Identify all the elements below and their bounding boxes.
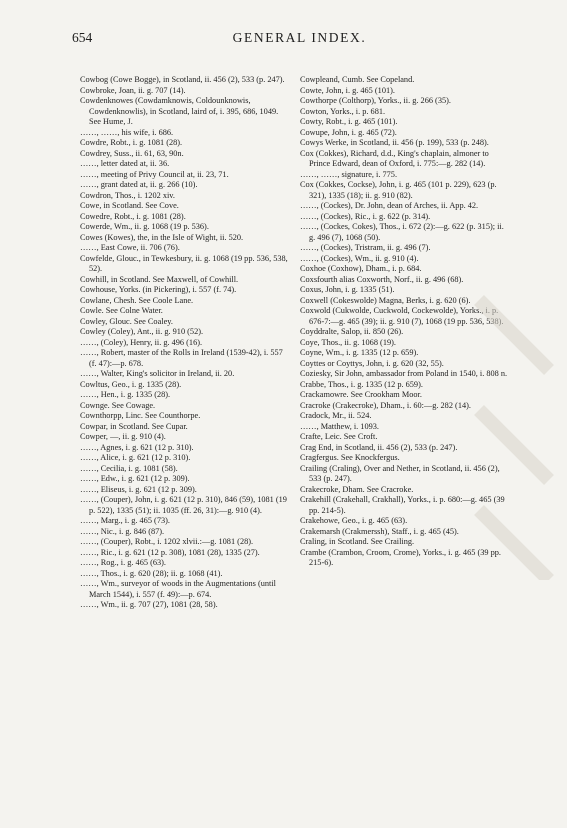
index-entry: ……, grant dated at, ii. g. 266 (10).	[80, 180, 198, 189]
index-entry: ……, (Couper), John, i. g. 621 (12 p. 310), 846 (59), 1081 (19 p. 522), 1335 (51); ii. 1035 (ff. 26, 31):—g. 910 (4).	[80, 495, 287, 515]
index-column-left	[80, 75, 290, 611]
index-entry: Coyddralte, Salop, ii. 850 (26).	[300, 327, 404, 336]
index-entry: Crackamowre. See Crookham Moor.	[300, 390, 422, 399]
index-entry: Cownge. See Cowage.	[80, 400, 156, 410]
index-entry: Coyne, Wm., i. g. 1335 (12 p. 659).	[300, 348, 419, 357]
index-entry: ……, Ric., i. g. 621 (12 p. 308), 1081 (28), 1335 (27).	[80, 547, 260, 557]
index-entry: ……, (Cockes), Tristram, ii. g. 496 (7).	[300, 243, 431, 252]
index-entry: ……, Alice, i. g. 621 (12 p. 310).	[80, 453, 191, 462]
index-entry: Coxwell (Cokeswolde) Magna, Berks, i. g. 620 (6).	[300, 295, 471, 305]
index-entry: Crakemarsh (Crakmerssh), Staff., i. g. 465 (45).	[300, 526, 459, 536]
page-number: 654	[72, 30, 93, 45]
index-entry: ……, ……, his wife, i. 686.	[80, 127, 174, 137]
index-entry: Crag End, in Scotland, ii. 456 (2), 533 (p. 247).	[300, 442, 458, 452]
page-header	[72, 30, 527, 48]
index-entry: ……, Thos., i. g. 620 (28); ii. g. 1068 (41).	[80, 568, 223, 578]
index-entry: Cowupe, John, i. g. 465 (72).	[300, 127, 397, 137]
index-entry: Cowle. See Colne Water.	[80, 306, 163, 315]
index-entry: Cowes (Kowes), the, in the Isle of Wight, ii. 520.	[80, 232, 244, 242]
index-entry: Crailing (Craling), Over and Nether, in Scotland, ii. 456 (2), 533 (p. 247).	[300, 463, 500, 483]
index-entry: Cownthorpp, Linc. See Counthorpe.	[80, 411, 201, 420]
index-entry: Crabbe, Thos., i. g. 1335 (12 p. 659).	[300, 379, 423, 389]
index-entry: Coye, Thos., ii. g. 1068 (19).	[300, 337, 396, 347]
index-entry: Crakecroke, Dham. See Cracroke.	[300, 484, 414, 494]
index-entry: Cradock, Mr., ii. 524.	[300, 411, 372, 420]
index-entry: ……, Wm., surveyor of woods in the Augmentations (until March 1544), i. 557 (f. 49):—p. 674.	[80, 579, 276, 599]
index-entry: ……, (Cockes), Wm., ii. g. 910 (4).	[300, 253, 419, 263]
index-entry: Cowpar, in Scotland. See Cupar.	[80, 421, 188, 431]
index-entry: Cowper, —, ii. g. 910 (4).	[80, 432, 166, 441]
index-entry: Crakehill (Crakehall, Crakhall), Yorks., i. p. 680:—g. 465 (39 pp. 214-5).	[300, 495, 505, 515]
index-entry: Cowltus, Geo., i. g. 1335 (28).	[80, 379, 182, 389]
index-entry: Cowte, John, i. g. 465 (101).	[300, 85, 395, 95]
index-entry: ……, Eliseus, i. g. 621 (12 p. 309).	[80, 484, 197, 494]
index-entry: Cowedre, Robt., i. g. 1081 (28).	[80, 211, 186, 221]
index-entry: ……, (Cockes), Dr. John, dean of Arches, ii. App. 42.	[300, 201, 479, 210]
index-entry: ……, ……, signature, i. 775.	[300, 169, 398, 179]
index-entry: Cowys Werke, in Scotland, ii. 456 (p. 199), 533 (p. 248).	[300, 138, 489, 147]
page-title: GENERAL INDEX.	[232, 30, 367, 45]
index-entry: Cowley (Coley), Ant., ii. g. 910 (52).	[80, 327, 204, 336]
index-entry: Crakehowe, Geo., i. g. 465 (63).	[300, 516, 408, 525]
index-entry: Coziesky, Sir John, ambassador from Poland in 1540, i. 808 n.	[300, 369, 508, 378]
index-entry: Cowton, Yorks., i. p. 681.	[300, 106, 386, 116]
index-entry: Cragfergus. See Knockfergus.	[300, 453, 400, 462]
index-entry: Coxsfourth alias Coxworth, Norf., ii. g. 496 (68).	[300, 274, 464, 284]
index-entry: ……, meeting of Privy Council at, ii. 23, 71.	[80, 169, 229, 179]
index-entry: Cowpleand, Cumb. See Copeland.	[300, 75, 415, 84]
index-entry: Cowty, Robt., i. g. 465 (101).	[300, 117, 398, 126]
index-entry: ……, (Coley), Henry, ii. g. 496 (16).	[80, 337, 203, 347]
index-entry: Cox (Cokkes, Cockse), John, i. g. 465 (101 p. 229), 623 (p. 321), 1335 (18); ii. g. 910 (82).	[300, 180, 497, 200]
index-entry: Cowhill, in Scotland. See Maxwell, of Cowhill.	[80, 274, 239, 284]
index-entry: Crambe (Crambon, Croom, Crome), Yorks., i. g. 465 (39 pp. 215-6).	[300, 547, 501, 567]
index-entry: Cowe, in Scotland. See Cove.	[80, 201, 179, 210]
index-entry: ……, letter dated at, ii. 36.	[80, 159, 170, 168]
index-entry: ……, Robert, master of the Rolls in Ireland (1539-42), i. 557 (f. 47):—p. 678.	[80, 348, 283, 368]
index-entry: Coxus, John, i. g. 1335 (51).	[300, 285, 395, 294]
index-entry: Cowdenknowes (Cowdamknowis, Coldounknowis, Cowdenknowlis), in Scotland, laird of, i. 395, 686, 1049. See Hume, J.	[80, 96, 279, 126]
index-column-right	[300, 75, 510, 569]
index-entry: Cowlane, Chesh. See Coole Lane.	[80, 295, 194, 305]
index-entry: Cowbroke, Joan, ii. g. 707 (14).	[80, 85, 186, 95]
index-entry: Coxwold (Cukwolde, Cuckwold, Cockewolde), Yorks., i. p. 676-7:—g. 465 (39); ii. g. 910 (7), 1068 (19 pp. 536, 538).	[300, 306, 504, 326]
index-entry: Crafte, Leic. See Croft.	[300, 432, 378, 441]
index-entry: Craling, in Scotland. See Crailing.	[300, 537, 415, 546]
index-entry: ……, Marg., i. g. 465 (73).	[80, 516, 170, 525]
index-entry: ……, Agnes, i. g. 621 (12 p. 310).	[80, 442, 194, 452]
index-entry: Cowdron, Thos., i. 1202 xiv.	[80, 190, 175, 200]
index-entry: ……, Edw., i. g. 621 (12 p. 309).	[80, 474, 190, 483]
index-entry: ……, (Couper), Robt., i. 1202 xlvii.:—g. 1081 (28).	[80, 537, 254, 546]
index-entry: Cox (Cokkes), Richard, d.d., King's chaplain, almoner to Prince Edward, dean of Oxford, i. 775:—g. 282 (14).	[300, 148, 489, 168]
index-entry: Coxhoe (Coxhow), Dham., i. p. 684.	[300, 264, 422, 273]
index-entry: ……, Matthew, i. 1093.	[300, 421, 379, 431]
index-entry: Cowdrey, Suss., ii. 61, 63, 90n.	[80, 148, 184, 158]
index-entry: ……, Nic., i. g. 846 (87).	[80, 526, 165, 536]
index-entry: Cowerde, Wm., ii. g. 1068 (19 p. 536).	[80, 222, 209, 231]
index-entry: Coyttes or Coyttys, John, i. g. 620 (32, 55).	[300, 358, 444, 368]
index-entry: ……, Hen., i. g. 1335 (28).	[80, 390, 171, 399]
index-entry: Cracroke (Crakecroke), Dham., i. 60:—g. 282 (14).	[300, 400, 471, 410]
index-entry: Cowfelde, Glouc., in Tewkesbury, ii. g. 1068 (19 pp. 536, 538, 52).	[80, 253, 288, 273]
index-entry: ……, Rog., i. g. 465 (63).	[80, 558, 166, 567]
index-entry: Cowdre, Robt., i. g. 1081 (28).	[80, 138, 183, 147]
index-entry: Cowhouse, Yorks. (in Pickering), i. 557 (f. 74).	[80, 285, 237, 294]
index-entry: ……, Cecilia, i. g. 1081 (58).	[80, 463, 178, 473]
index-entry: ……, Walter, King's solicitor in Ireland, ii. 20.	[80, 369, 235, 378]
index-entry: Cowbog (Cowe Bogge), in Scotland, ii. 456 (2), 533 (p. 247).	[80, 75, 285, 84]
index-entry: ……, (Cockes), Ric., i. g. 622 (p. 314).	[300, 211, 431, 221]
index-entry: Cowley, Glouc. See Coaley.	[80, 316, 173, 326]
index-entry: ……, (Cockes, Cokes), Thos., i. 672 (2):—g. 622 (p. 315); ii. g. 496 (7), 1068 (50).	[300, 222, 504, 242]
index-entry: Cowthorpe (Colthorp), Yorks., ii. g. 266 (35).	[300, 96, 451, 105]
index-entry: ……, East Cowe, ii. 706 (76).	[80, 243, 180, 252]
index-entry: ……, Wm., ii. g. 707 (27), 1081 (28, 58).	[80, 600, 218, 609]
